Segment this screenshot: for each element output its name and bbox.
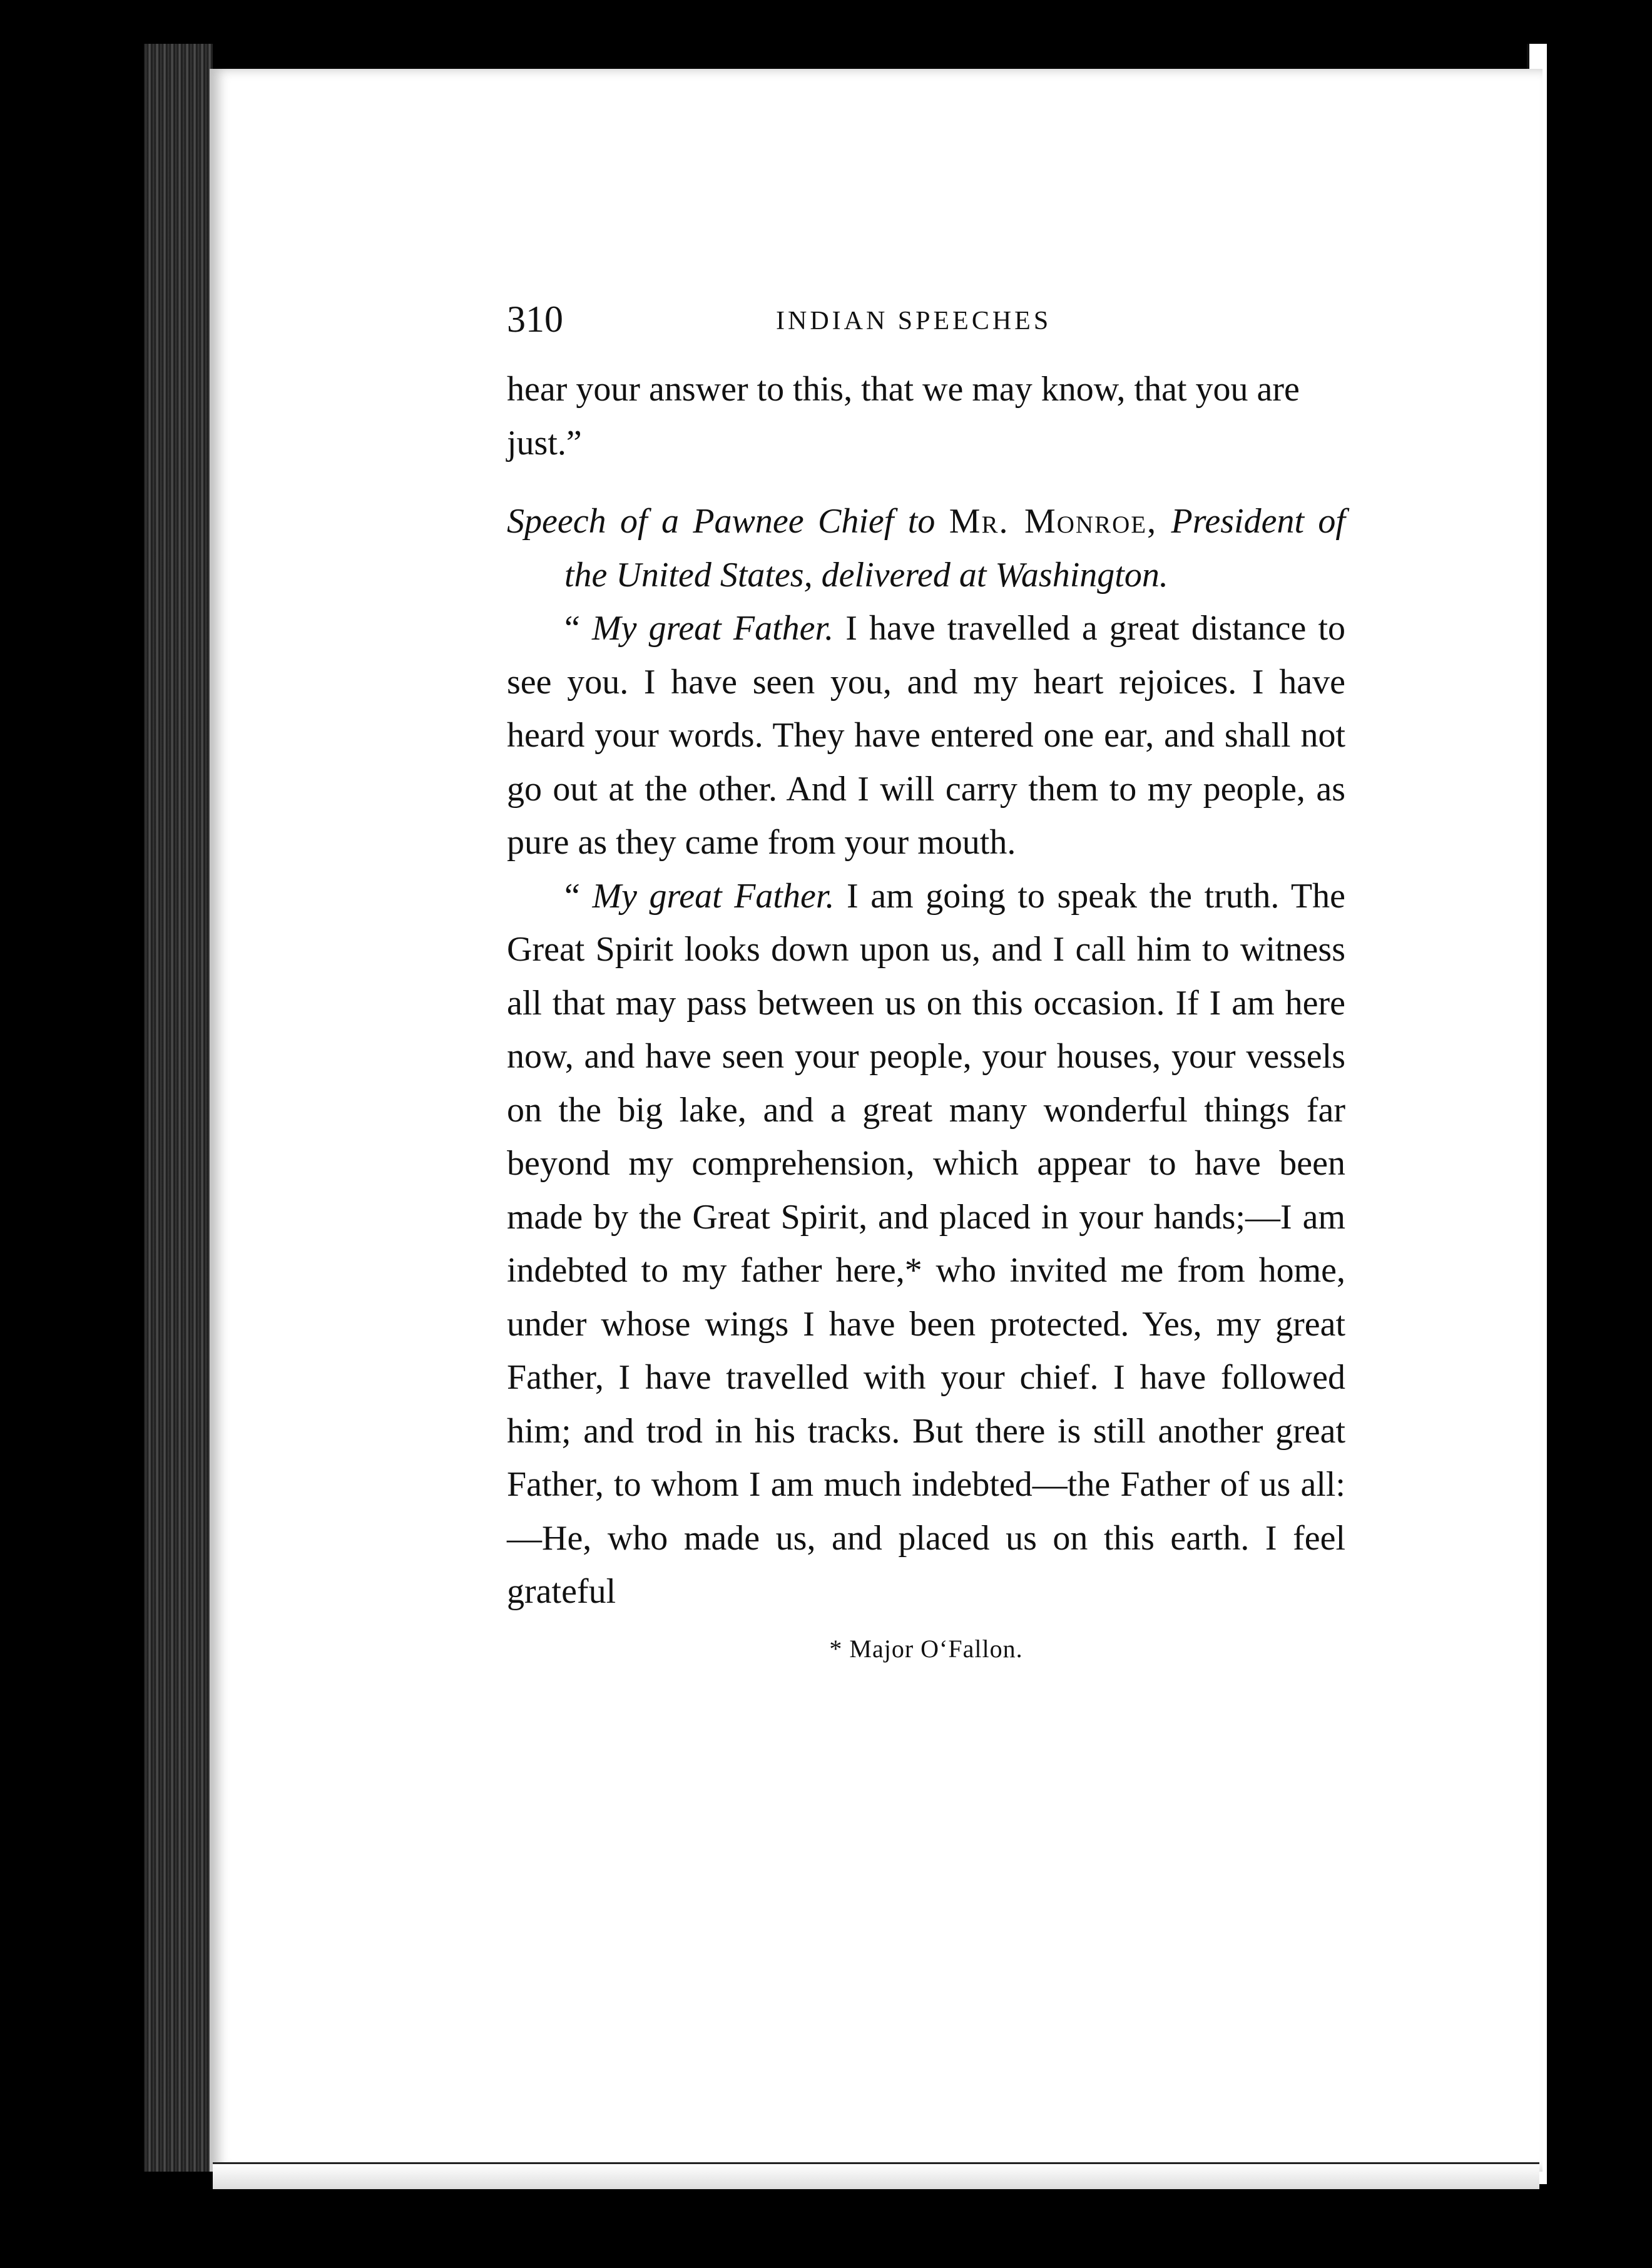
- page-number: 310: [507, 299, 563, 340]
- paragraph-1-address: My great Father.: [591, 609, 834, 648]
- paragraph-2: [507, 870, 1345, 1619]
- paragraph-2-body: I am going to speak the truth. The Great Spirit looks down upon us, and I call him to witness all that may pass between us on this occasion. If I am here now, and have seen your people, your houses, your vessels on the big lake, and a great many wonderful things far beyond my comprehension, which appear to have been made by the Great Spirit, and placed in your hands;—I am indebted to my father here,* who invited me from home, under whose wings I have been protected. Yes, my great Father, I have travelled with your chief. I have followed him; and trod in his tracks. But there is still another great Father, to whom I am much indebted—the Father of us all:—He, who made us, and placed us on this earth. I feel grateful: [507, 876, 1345, 1611]
- heading-smallcaps: Mr. Monroe,: [949, 502, 1158, 541]
- heading-italic-1: Speech of a Pawnee Chief to: [507, 502, 949, 541]
- speech-heading: [507, 495, 1345, 602]
- footnote: * Major O‘Fallon.: [829, 1634, 1023, 1663]
- paragraph-1: [507, 602, 1345, 870]
- paragraph-1-quote: “: [564, 609, 592, 648]
- continuation-paragraph: hear your answer to this, that we may know, that you are just.”: [507, 370, 1300, 462]
- page-bottom-edge: [213, 2162, 1539, 2189]
- paragraph-1-body: I have travelled a great distance to see you. I have seen you, and my heart rejoices. I have heard your words. They have entered one ear, and shall not go out at the other. And I will carry them to my people, as pure as they came from your mouth.: [507, 609, 1346, 862]
- running-head: INDIAN SPEECHES: [776, 307, 1052, 335]
- heading-italic-2: President of the United States, delivered at Washington.: [564, 502, 1345, 595]
- paragraph-2-address: My great Father.: [592, 876, 835, 916]
- book-spine-edge: [144, 44, 213, 2172]
- paragraph-2-quote: “: [564, 876, 593, 916]
- page-header: [507, 294, 1345, 363]
- text-block: [507, 294, 1345, 1668]
